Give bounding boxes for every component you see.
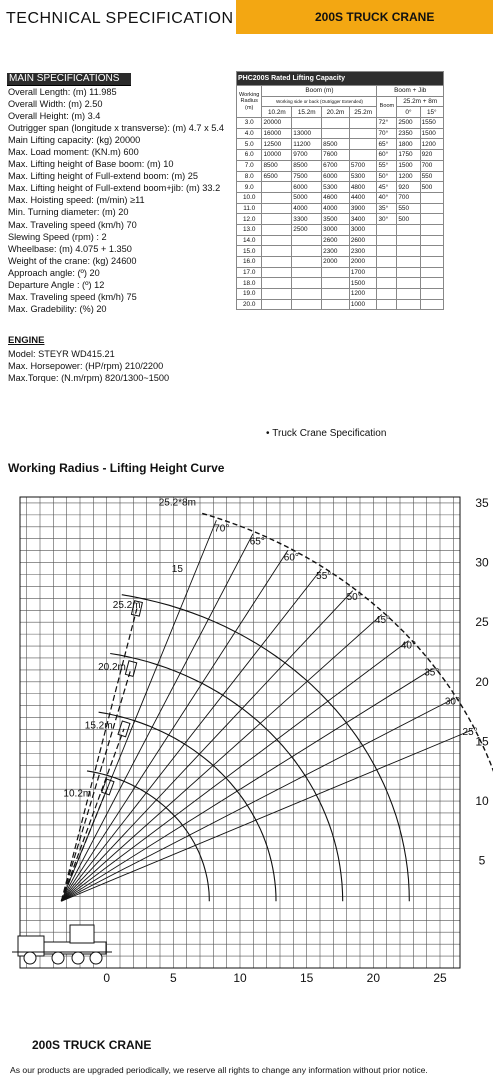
table-cell: 550 (420, 171, 443, 182)
table-cell: 12500 (262, 139, 292, 150)
table-cell (322, 118, 350, 129)
table-cell (262, 203, 292, 214)
table-cell: 2500 (397, 118, 420, 129)
table-cell: 50° (377, 171, 397, 182)
table-cell: 1750 (397, 150, 420, 161)
footer-note: As our products are upgraded periodically, we reserve all rights to change any information without prior notice. (10, 1065, 428, 1075)
x-tick-label: 10 (233, 971, 247, 985)
table-cell: 1200 (397, 171, 420, 182)
table-cell: 40° (377, 192, 397, 203)
table-cell (262, 257, 292, 268)
table-cell: 3.0 (237, 118, 262, 129)
table-cell: 11200 (292, 139, 322, 150)
table-cell: 2500 (292, 224, 322, 235)
boom-length-label: 15.2m (84, 720, 113, 732)
table-cell: 16.0 (237, 257, 262, 268)
spec-item: Overall Height: (m) 3.4 (8, 111, 101, 122)
table-cell: 1800 (397, 139, 420, 150)
table-cell (292, 278, 322, 289)
table-cell: 2350 (397, 128, 420, 139)
table-cell (420, 246, 443, 257)
table-cell: 7500 (292, 171, 322, 182)
y-tick-label: 10 (475, 794, 489, 809)
table-cell: 45° (377, 182, 397, 193)
spec-item: Overall Length: (m) 11.985 (8, 87, 117, 97)
table-row (237, 139, 444, 150)
table-cell: 4.0 (237, 128, 262, 139)
table-cell: 8.0 (237, 171, 262, 182)
jib-offset-label: 15 (171, 564, 183, 576)
engine-list (8, 348, 169, 384)
table-cell: 2600 (322, 235, 350, 246)
table-cell (292, 289, 322, 300)
boom-jib-header: Boom + Jib (377, 86, 444, 97)
table-cell: 70° (377, 128, 397, 139)
table-cell (292, 257, 322, 268)
product-title: 200S TRUCK CRANE (315, 10, 435, 24)
x-tick-label: 5 (169, 971, 177, 985)
table-cell (292, 299, 322, 310)
table-row (237, 214, 444, 225)
table-cell (377, 224, 397, 235)
table-row (237, 224, 444, 235)
angle-label: 30° (444, 696, 460, 708)
table-cell: 12.0 (237, 214, 262, 225)
table-cell: 9700 (292, 150, 322, 161)
table-cell: 500 (420, 182, 443, 193)
table-cell (377, 289, 397, 300)
spec-item: Weight of the crane: (kg) 24600 (8, 255, 137, 266)
boom-subnote: Working side or back (Outrigger Extended) (262, 96, 377, 107)
crane-wheel (52, 952, 64, 964)
table-cell: 17.0 (237, 267, 262, 278)
table-cell: 5.0 (237, 139, 262, 150)
table-row (237, 150, 444, 161)
table-cell (420, 214, 443, 225)
angle-label: 55° (316, 570, 332, 582)
curve-title: Working Radius - Lifting Height Curve (8, 461, 225, 475)
boom-length-label: 20.2m (98, 661, 126, 673)
table-cell: 700 (420, 160, 443, 171)
table-cell: 15.0 (237, 246, 262, 257)
table-cell: 3000 (349, 224, 377, 235)
footer-title: 200S TRUCK CRANE (32, 1038, 152, 1052)
radius-header: Working Radius (m) (237, 86, 262, 118)
table-row (237, 171, 444, 182)
angle-ray (61, 520, 216, 901)
col-header-boom-1: 10.2m (262, 107, 292, 118)
table-cell (322, 267, 350, 278)
page-title: TECHNICAL SPECIFICATION (6, 10, 234, 27)
boom-head (125, 661, 136, 677)
col-header-jib-15: 15° (420, 107, 443, 118)
bullet-dot: • (266, 428, 273, 439)
table-cell (322, 128, 350, 139)
table-cell: 7600 (322, 150, 350, 161)
table-cell (420, 257, 443, 268)
boom-header: Boom (m) (262, 86, 377, 97)
table-cell (322, 278, 350, 289)
table-row (237, 182, 444, 193)
table-cell (292, 118, 322, 129)
table-cell: 35° (377, 203, 397, 214)
table-cell: 2000 (349, 257, 377, 268)
table-cell: 2300 (322, 246, 350, 257)
caption-text: Truck Crane Specification (272, 428, 387, 439)
spec-item: Departure Angle : (º) 12 (8, 279, 105, 290)
spec-item: Max. Traveling speed (km/h) 75 (8, 291, 137, 302)
table-cell: 5300 (349, 171, 377, 182)
engine-item: Max.Torque: (N.m/rpm) 820/1300~1500 (8, 373, 170, 383)
table-cell: 6700 (322, 160, 350, 171)
table-cell: 5000 (292, 192, 322, 203)
table-cell: 8500 (262, 160, 292, 171)
table-cell: 18.0 (237, 278, 262, 289)
jib-length-header: 25.2m + 8m (397, 96, 444, 107)
table-cell: 1700 (349, 267, 377, 278)
table-cell: 4400 (349, 192, 377, 203)
table-cell (420, 289, 443, 300)
spec-item: Overall Width: (m) 2.50 (8, 99, 103, 110)
table-cell: 700 (397, 192, 420, 203)
table-cell (349, 139, 377, 150)
engine-heading: ENGINE (8, 335, 45, 346)
angle-label: 70° (214, 523, 230, 535)
spec-item: Max. Load moment: (KN.m) 600 (8, 147, 139, 158)
table-cell (397, 289, 420, 300)
col-header-boom-2: 15.2m (292, 107, 322, 118)
table-cell (420, 278, 443, 289)
boom-line (61, 729, 124, 901)
table-cell (397, 299, 420, 310)
table-cell (420, 267, 443, 278)
rated-lifting-capacity-table (236, 71, 444, 310)
table-row (237, 128, 444, 139)
table-cell (262, 224, 292, 235)
angle-label: 40° (400, 640, 416, 652)
truck-crane-spec-caption (266, 428, 386, 439)
table-cell (262, 246, 292, 257)
table-cell: 4800 (349, 182, 377, 193)
table-cell (377, 299, 397, 310)
spec-item: Max. Gradebility: (%) 20 (8, 303, 107, 314)
main-specifications-list (8, 86, 238, 315)
table-cell: 1200 (420, 139, 443, 150)
table-cell: 3500 (322, 214, 350, 225)
col-header-boom-4: 25.2m (349, 107, 377, 118)
table-title: PHC200S Rated Lifting Capacity (237, 72, 444, 86)
table-cell: 19.0 (237, 289, 262, 300)
y-tick-label: 35 (475, 495, 489, 510)
boom-angle-header: Boom (377, 96, 397, 117)
table-cell (262, 214, 292, 225)
spec-item: Outrigger span (longitude x transverse): (m) 4.7 x 5.4 (8, 123, 225, 134)
table-cell (262, 278, 292, 289)
angle-label: 35° (424, 667, 440, 679)
table-row (237, 235, 444, 246)
table-cell (420, 299, 443, 310)
table-cell (262, 289, 292, 300)
table-cell: 7.0 (237, 160, 262, 171)
boom-length-label: 25.2m (112, 599, 141, 611)
table-cell: 60° (377, 150, 397, 161)
table-cell: 1550 (420, 118, 443, 129)
table-cell: 30° (377, 214, 397, 225)
table-row (237, 267, 444, 278)
boom-length-label: 25.2*8m (158, 497, 196, 509)
engine-item: Model: STEYR WD415.21 (8, 349, 115, 359)
truck-crane-illustration (12, 925, 112, 964)
table-cell: 5700 (349, 160, 377, 171)
table-cell: 3400 (349, 214, 377, 225)
table-cell: 920 (397, 182, 420, 193)
spec-item: Max. Lifting height of Full-extend boom+jib: (m) 33.2 (8, 183, 221, 194)
table-cell (377, 235, 397, 246)
crane-wheel (90, 952, 102, 964)
y-tick-label: 30 (475, 555, 489, 570)
angle-label: 65° (249, 536, 265, 548)
table-row (237, 289, 444, 300)
table-cell: 4600 (322, 192, 350, 203)
x-tick-label: 15 (299, 971, 314, 985)
table-cell (397, 278, 420, 289)
spec-item: Max. Traveling speed (km/h) 70 (8, 219, 137, 230)
chart-grid (20, 497, 460, 968)
spec-item: Max. Hoisting speed: (m/min) ≥11 (8, 195, 145, 206)
table-cell (262, 192, 292, 203)
table-cell: 6.0 (237, 150, 262, 161)
table-cell: 550 (397, 203, 420, 214)
boom-line (61, 608, 137, 901)
table-row (237, 299, 444, 310)
table-cell: 10000 (262, 150, 292, 161)
table-cell: 1000 (349, 299, 377, 310)
table-cell: 14.0 (237, 235, 262, 246)
spec-item: Min. Turning diameter: (m) 20 (8, 207, 129, 218)
table-cell: 1200 (349, 289, 377, 300)
spec-item: Approach angle: (º) 20 (8, 267, 100, 278)
table-cell (397, 235, 420, 246)
table-cell: 1500 (397, 160, 420, 171)
table-cell (349, 118, 377, 129)
table-cell (262, 299, 292, 310)
table-cell: 3300 (292, 214, 322, 225)
y-tick-label: 5 (478, 853, 486, 868)
y-tick-label: 15 (475, 734, 489, 749)
table-row (237, 203, 444, 214)
table-cell (322, 289, 350, 300)
table-row (237, 278, 444, 289)
boom-length-label: 10.2m (63, 788, 92, 800)
table-cell (322, 299, 350, 310)
table-cell (349, 128, 377, 139)
table-cell: 4000 (322, 203, 350, 214)
table-cell (420, 192, 443, 203)
table-cell: 16000 (262, 128, 292, 139)
table-cell: 2300 (349, 246, 377, 257)
crane-turret (70, 925, 94, 943)
table-cell: 6000 (322, 171, 350, 182)
y-tick-label: 20 (475, 674, 489, 689)
table-cell: 20000 (262, 118, 292, 129)
angle-ray (61, 615, 382, 902)
x-tick-label: 20 (366, 971, 381, 985)
x-tick-label: 25 (433, 971, 447, 985)
table-cell: 11.0 (237, 203, 262, 214)
table-row (237, 246, 444, 257)
table-cell: 8500 (292, 160, 322, 171)
table-cell (377, 267, 397, 278)
table-cell: 4000 (292, 203, 322, 214)
table-cell: 500 (397, 214, 420, 225)
table-cell (397, 257, 420, 268)
table-cell (262, 182, 292, 193)
table-cell: 3000 (322, 224, 350, 235)
col-header-boom-3: 20.2m (322, 107, 350, 118)
table-cell: 2600 (349, 235, 377, 246)
table-cell (420, 203, 443, 214)
table-cell: 8500 (322, 139, 350, 150)
table-row (237, 118, 444, 129)
table-cell: 2000 (322, 257, 350, 268)
boom-line (61, 669, 131, 902)
x-tick-label: 0 (103, 971, 111, 985)
table-cell: 20.0 (237, 299, 262, 310)
table-cell: 55° (377, 160, 397, 171)
y-tick-label: 25 (475, 615, 489, 630)
angle-label: 60° (283, 552, 299, 564)
spec-item: Max. Lifting height of Base boom: (m) 10 (8, 159, 174, 170)
crane-wheel (24, 952, 36, 964)
table-cell: 10.0 (237, 192, 262, 203)
angle-label: 45° (374, 614, 391, 626)
table-cell (349, 150, 377, 161)
table-cell (377, 278, 397, 289)
table-cell: 9.0 (237, 182, 262, 193)
table-cell: 1500 (420, 128, 443, 139)
table-cell (397, 224, 420, 235)
table-cell (397, 246, 420, 257)
table-cell: 65° (377, 139, 397, 150)
angle-label: 50° (346, 591, 362, 603)
table-cell: 6500 (262, 171, 292, 182)
table-cell (420, 224, 443, 235)
table-row (237, 257, 444, 268)
table-cell (377, 246, 397, 257)
table-cell (292, 235, 322, 246)
table-cell: 920 (420, 150, 443, 161)
main-specifications-heading: MAIN SPECIFICATIONS (9, 73, 120, 84)
table-cell (292, 267, 322, 278)
crane-wheel (72, 952, 84, 964)
table-cell: 5300 (322, 182, 350, 193)
table-cell (262, 267, 292, 278)
table-cell: 6000 (292, 182, 322, 193)
working-radius-lifting-height-chart (0, 480, 493, 1010)
spec-item: Main Lifting capacity: (kg) 20000 (8, 135, 141, 146)
table-cell (292, 246, 322, 257)
table-cell: 72° (377, 118, 397, 129)
angle-label: 25° (462, 726, 478, 738)
table-cell (420, 235, 443, 246)
table-cell (377, 257, 397, 268)
spec-item: Max. Lifting height of Full-extend boom: (m) 25 (8, 171, 198, 182)
spec-item: Slewing Speed (rpm) : 2 (8, 231, 107, 242)
table-cell: 3900 (349, 203, 377, 214)
table-cell (262, 235, 292, 246)
table-cell (397, 267, 420, 278)
table-cell: 13000 (292, 128, 322, 139)
table-row (237, 160, 444, 171)
engine-item: Max. Horsepower: (HP/rpm) 210/2200 (8, 361, 164, 371)
table-row (237, 192, 444, 203)
spec-item: Wheelbase: (m) 4.075 + 1.350 (8, 243, 132, 254)
table-cell: 13.0 (237, 224, 262, 235)
col-header-jib-0: 0° (397, 107, 420, 118)
table-cell: 1500 (349, 278, 377, 289)
